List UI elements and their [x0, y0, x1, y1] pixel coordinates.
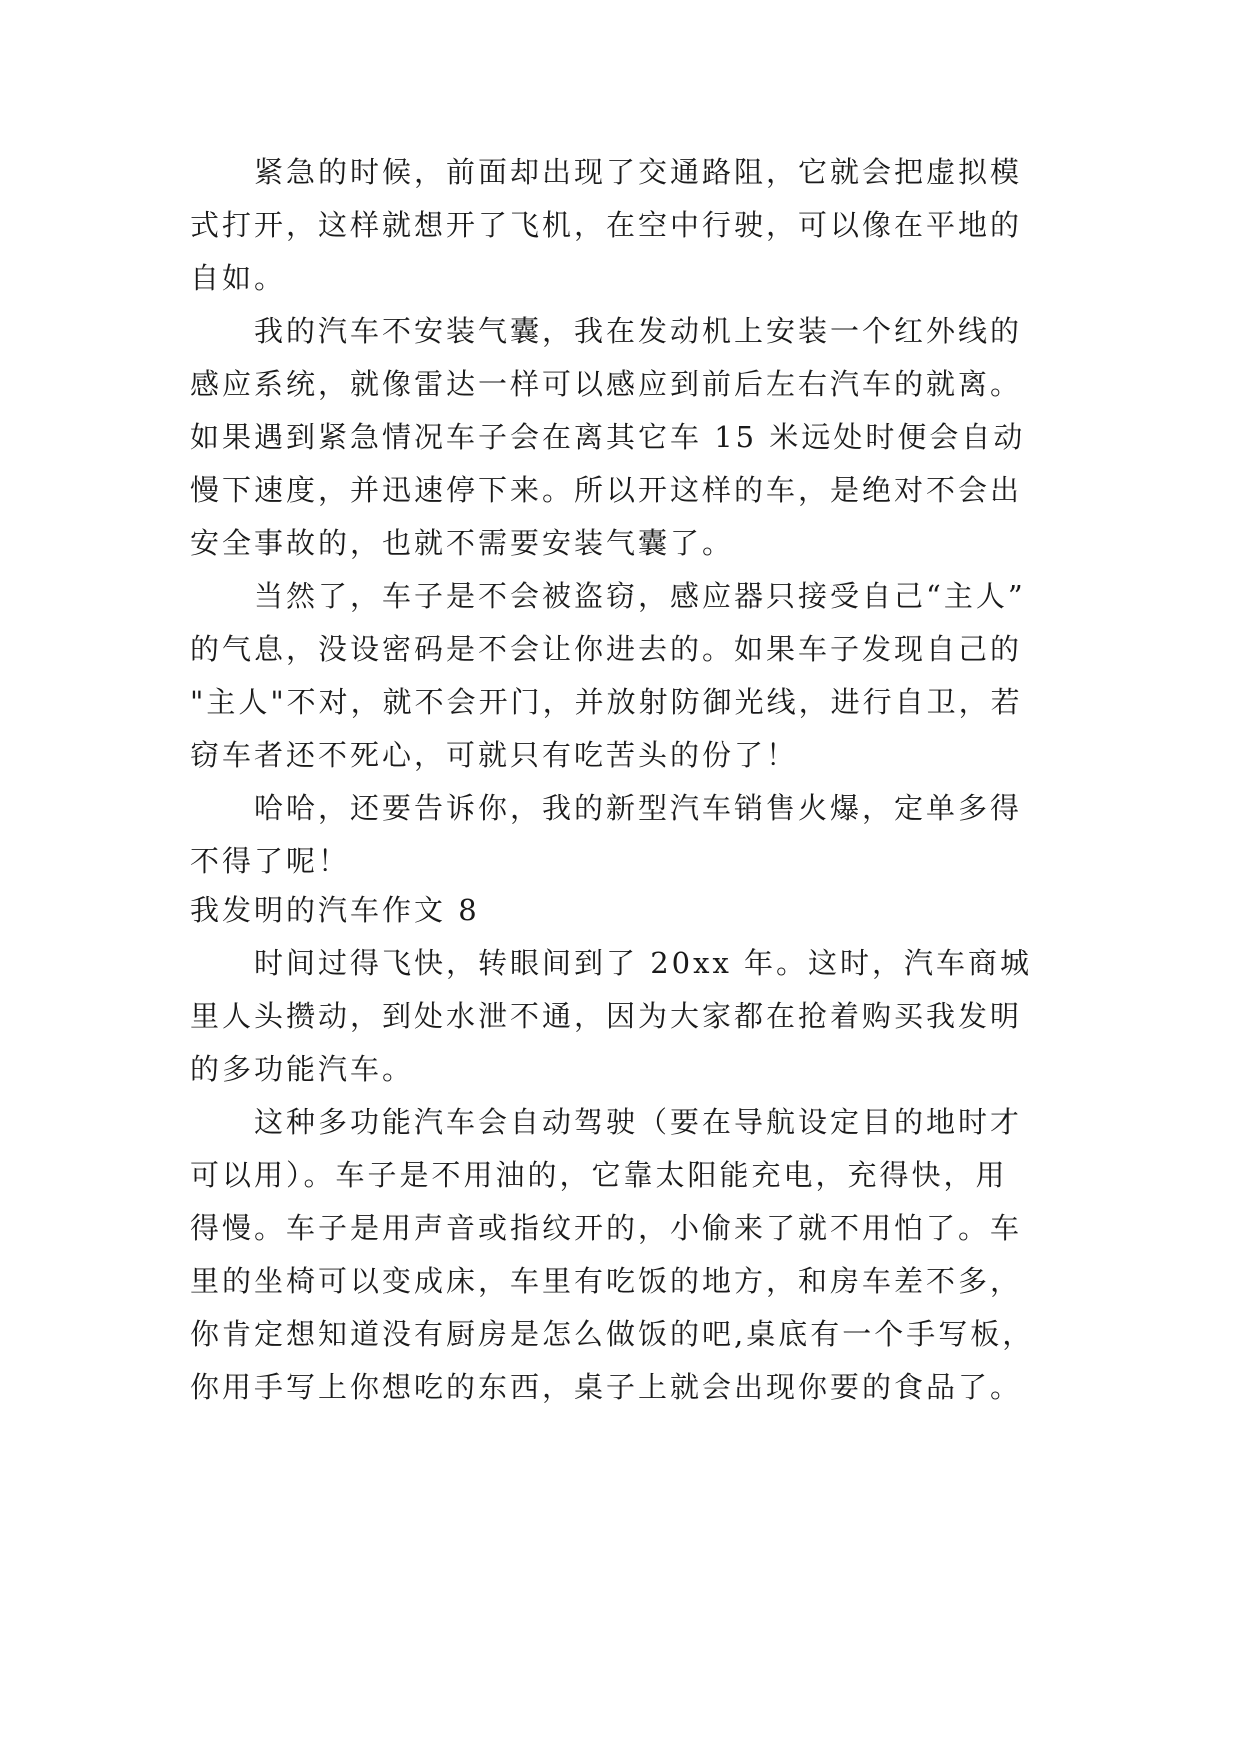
paragraph-line: "主人"不对，就不会开门，并放射防御光线，进行自卫，若: [190, 685, 1023, 719]
paragraph-line: 如果遇到紧急情况车子会在离其它车 15 米远处时便会自动: [190, 420, 1026, 454]
paragraph-line: 我的汽车不安装气囊，我在发动机上安装一个红外线的: [254, 314, 1023, 348]
paragraph-line: 的多功能汽车。: [190, 1052, 415, 1086]
paragraph-line: 慢下速度，并迅速停下来。所以开这样的车，是绝对不会出: [190, 473, 1023, 507]
paragraph-line: 当然了，车子是不会被盗窃，感应器只接受自己“主人”: [254, 579, 1026, 613]
paragraph-line: 的气息，没设密码是不会让你进去的。如果车子发现自己的: [190, 632, 1023, 666]
paragraph-line: 你用手写上你想吃的东西，桌子上就会出现你要的食品了。: [190, 1370, 1023, 1404]
paragraph-line: 可以用）。车子是不用油的，它靠太阳能充电，充得快，用: [190, 1158, 1008, 1192]
paragraph-line: 里的坐椅可以变成床，车里有吃饭的地方，和房车差不多，: [190, 1264, 1023, 1298]
paragraph-line: 安全事故的，也就不需要安装气囊了。: [190, 526, 735, 560]
paragraph-line: 时间过得飞快，转眼间到了 20xx 年。这时，汽车商城: [254, 946, 1033, 980]
paragraph-line: 自如。: [190, 261, 287, 295]
paragraph-line: 里人头攒动，到处水泄不通，因为大家都在抢着购买我发明: [190, 999, 1023, 1033]
paragraph-line: 哈哈，还要告诉你，我的新型汽车销售火爆，定单多得: [254, 791, 1023, 825]
paragraph-line: 这种多功能汽车会自动驾驶（要在导航设定目的地时才: [254, 1105, 1023, 1139]
paragraph-line: 紧急的时候，前面却出现了交通路阻，它就会把虚拟模: [254, 155, 1023, 189]
section-heading: 我发明的汽车作文 8: [190, 893, 480, 927]
paragraph-line: 得慢。车子是用声音或指纹开的，小偷来了就不用怕了。车: [190, 1211, 1023, 1245]
paragraph-line: 你肯定想知道没有厨房是怎么做饭的吧,桌底有一个手写板，: [190, 1317, 1035, 1351]
paragraph-line: 窃车者还不死心，可就只有吃苦头的份了！: [190, 738, 799, 772]
paragraph-line: 感应系统，就像雷达一样可以感应到前后左右汽车的就离。: [190, 367, 1023, 401]
paragraph-line: 不得了呢！: [190, 844, 351, 878]
paragraph-line: 式打开，这样就想开了飞机，在空中行驶，可以像在平地的: [190, 208, 1023, 242]
